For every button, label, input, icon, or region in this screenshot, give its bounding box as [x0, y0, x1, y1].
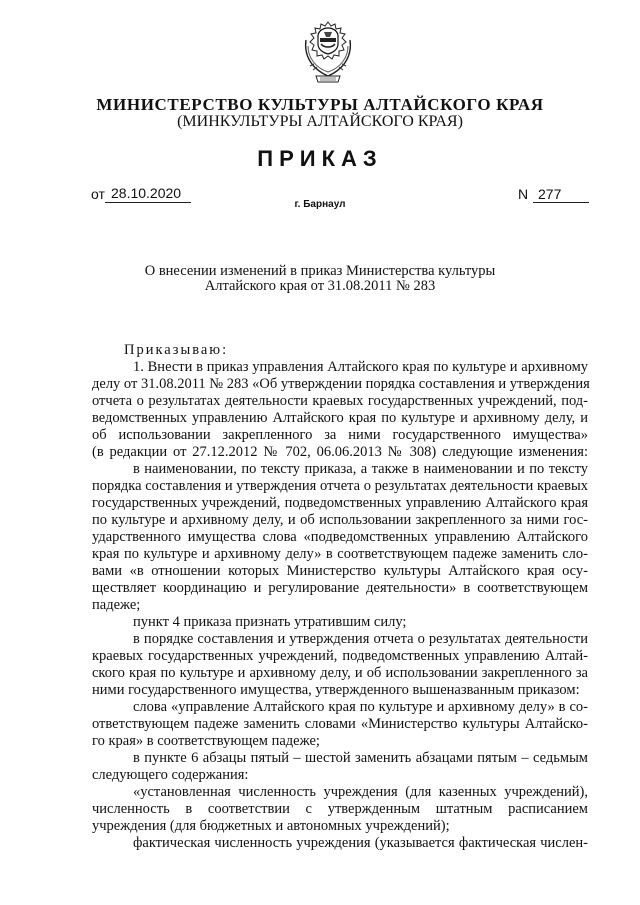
body-line: края по культуре и архивному делу» в соответствующем падеже заменить сло- [92, 546, 588, 562]
number-label: N [518, 186, 529, 202]
body-line: «установленная численность учреждения (для казенных учреждений), [133, 784, 588, 800]
body-line: краевых государственных учреждений, подведомственных управлению Алтай- [92, 648, 588, 664]
body-line: следующего содержания: [92, 767, 249, 783]
body-line: по культуре и архивному делу, и об использовании закрепленного за ними гос- [92, 512, 588, 528]
body-line: в порядке составления и утверждения отчета о результатах деятельности [133, 631, 588, 647]
order-subject-line: О внесении изменений в приказ Министерства культуры [144, 263, 496, 279]
body-line: ского края по культуре и архивному делу, и об использовании закрепленного за [92, 665, 588, 681]
body-line: в наименовании, по тексту приказа, а также в наименовании и по тексту [133, 461, 588, 477]
body-line: (в редакции от 27.12.2012 № 702, 06.06.2013 № 308) следующие изменения: [92, 444, 588, 460]
body-line: в пункте 6 абзацы пятый – шестой заменить абзацами пятым – седьмым [133, 750, 588, 766]
body-line: 1. Внести в приказ управления Алтайского края по культуре и архивному [133, 359, 588, 375]
city-name: г. Барнаул [294, 199, 346, 210]
body-line: государственных учреждений, подведомственных управлению Алтайского края [92, 495, 588, 511]
body-line: об использовании закрепленного за ними государственного имущества» [92, 427, 588, 443]
order-date: 28.10.2020 [105, 184, 191, 203]
body-line: ведомственных управлению Алтайского края по культуре и архивному делу, и [92, 410, 588, 426]
body-line: порядка составления и утверждения отчета о результатах деятельности краевых [92, 478, 588, 494]
body-line: фактическая численность учреждения (указывается фактическая числен- [133, 835, 588, 851]
body-line: отчета о результатах деятельности краевых государственных учреждений, под- [92, 393, 588, 409]
body-line: падеже; [92, 597, 141, 613]
body-line: численность в соответствии с утвержденным штатным расписанием [92, 801, 588, 817]
ministry-short-name: (МИНКУЛЬТУРЫ АЛТАЙСКОГО КРАЯ) [177, 113, 463, 130]
ministry-name: МИНИСТЕРСТВО КУЛЬТУРЫ АЛТАЙСКОГО КРАЯ [96, 95, 544, 114]
body-line: делу от 31.08.2011 № 283 «Об утверждении порядка составления и утверждения [92, 376, 590, 392]
body-line: ними государственного имущества, утвержденного вышеназванным приказом: [92, 682, 580, 698]
body-line: пункт 4 приказа признать утратившим силу; [133, 614, 407, 630]
body-line: ществляет координацию и регулирование деятельности» в соответствующем [92, 580, 588, 596]
date-label: от [91, 186, 105, 202]
coat-of-arms-emblem [298, 20, 358, 86]
order-subject-line: Алтайского края от 31.08.2011 № 283 [204, 278, 436, 294]
document-type-title: ПРИКАЗ [257, 146, 383, 171]
order-word: Приказываю: [124, 342, 229, 358]
body-line: учреждения (для бюджетных и автономных учреждений); [92, 818, 450, 834]
order-number: 277 [533, 186, 589, 203]
body-line: слова «управление Алтайского края по культуре и архивному делу» в со- [133, 699, 588, 715]
body-line: ударственного имущества слова «подведомственных управлению Алтайского [92, 529, 588, 545]
body-line: вами «в отношении которых Министерство культуры Алтайского края осу- [92, 563, 588, 579]
body-line: ответствующем падеже заменить словами «Министерство культуры Алтайско- [92, 716, 588, 732]
body-line: го края» в соответствующем падеже; [92, 733, 320, 749]
